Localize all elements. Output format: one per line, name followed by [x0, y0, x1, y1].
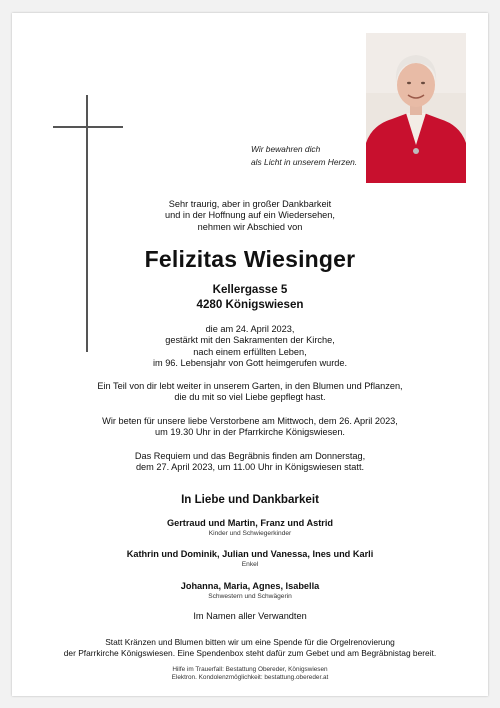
prayer-paragraph [0, 416, 500, 439]
deceased-name: Felizitas Wiesinger [144, 246, 356, 272]
family-names: Gertraud und Martin, Franz und Astrid [166, 518, 334, 528]
family-group-sisters [0, 581, 500, 601]
cross-horizontal-bar [53, 126, 123, 128]
funeral-paragraph [0, 451, 500, 474]
death-line: gestärkt mit den Sakramenten der Kirche, [165, 335, 335, 346]
death-paragraph [0, 324, 500, 369]
prayer-line: um 19.30 Uhr in der Pfarrkirche Königswiesen. [155, 427, 345, 438]
portrait-photo [366, 33, 466, 183]
quote-line: als Licht in unserem Herzen. [251, 157, 358, 167]
quote [251, 143, 363, 169]
family-group-children [0, 518, 500, 538]
family-group-grandchildren [0, 549, 500, 569]
footer-line: Hilfe im Trauerfall: Bestattung Obereder, Königswiesen [172, 666, 328, 673]
address-street: Kellergasse 5 [212, 283, 288, 296]
quote-line: Wir bewahren dich [251, 144, 321, 154]
footer [0, 666, 500, 683]
garden-line: die du mit so viel Liebe gepflegt hast. [174, 392, 326, 403]
footer-line: Elektron. Kondolenzmöglichkeit: bestattung.obereder.at [171, 674, 329, 682]
garden-paragraph [0, 381, 500, 404]
intro-line: Sehr traurig, aber in großer Dankbarkeit [168, 199, 332, 209]
relatives-line: Im Namen aller Verwandten [193, 611, 307, 621]
intro-line: nehmen wir Abschied von [197, 221, 303, 232]
address-city: 4280 Königswiesen [196, 297, 304, 311]
family-names: Kathrin und Dominik, Julian und Vanessa, Ines und Karli [126, 549, 374, 559]
death-line: die am 24. April 2023, [205, 324, 295, 334]
address [0, 283, 500, 312]
family-relation: Schwestern und Schwägerin [208, 593, 292, 600]
donation-paragraph [0, 637, 500, 660]
funeral-line: dem 27. April 2023, um 11.00 Uhr in Königswiesen statt. [135, 462, 365, 473]
funeral-line: Das Requiem und das Begräbnis finden am Donnerstag, [134, 451, 366, 461]
garden-line: Ein Teil von dir lebt weiter in unserem Garten, in den Blumen und Pflanzen, [97, 381, 403, 391]
donation-line: Statt Kränzen und Blumen bitten wir um eine Spende für die Orgelrenovierung [105, 637, 395, 647]
family-names: Johanna, Maria, Agnes, Isabella [180, 581, 320, 591]
family-relation: Kinder und Schwiegerkinder [208, 530, 292, 537]
death-line: nach einem erfüllten Leben, [193, 346, 307, 357]
love-heading: In Liebe und Dankbarkeit [181, 493, 319, 506]
prayer-line: Wir beten für unsere liebe Verstorbene am Mittwoch, dem 26. April 2023, [102, 416, 398, 426]
donation-line: der Pfarrkirche Königswiesen. Eine Spendenbox steht dafür zum Gebet und am Begräbnistag bereit. [63, 648, 437, 659]
family-relation: Enkel [241, 561, 259, 568]
intro-line: und in der Hoffnung auf ein Wiedersehen, [165, 210, 335, 221]
intro-text [0, 199, 500, 233]
death-line: im 96. Lebensjahr von Gott heimgerufen wurde. [152, 357, 348, 368]
portrait-illustration [366, 33, 466, 183]
